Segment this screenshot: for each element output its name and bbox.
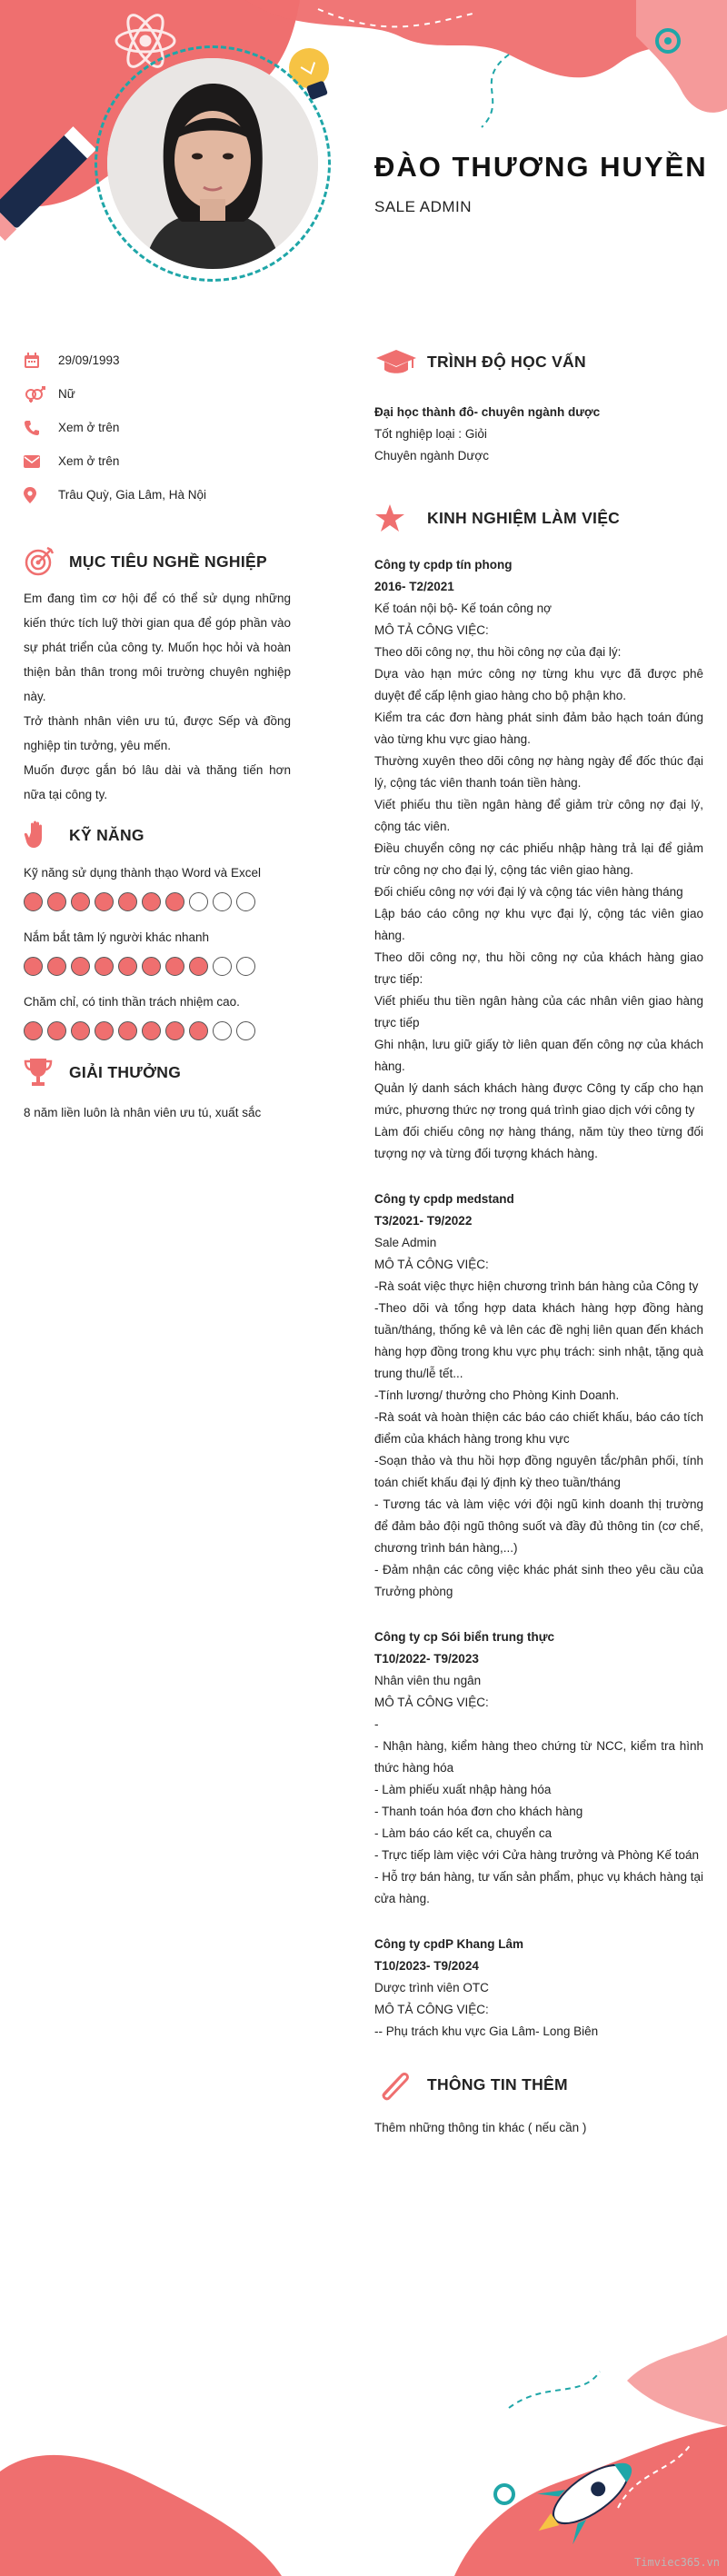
job-detail-line: Dựa vào hạn mức công nợ từng khu vực đã được phê duyệt để cấp lệnh giao hàng cho bộ phận kho. — [374, 667, 703, 702]
rating-dot-filled — [24, 892, 43, 911]
job-detail-line: -- Phụ trách khu vực Gia Lâm- Long Biên — [374, 2024, 599, 2038]
profile-photo — [107, 58, 318, 269]
rating-dot-filled — [95, 892, 114, 911]
rating-dot-filled — [95, 1021, 114, 1040]
job-detail-line: Quản lý danh sách khách hàng được Công ty cấp cho hạn mức, phương thức nợ trong quá trình giao dịch với công ty — [374, 1081, 703, 1117]
job-detail-line: Kế toán nội bộ- Kế toán công nợ — [374, 602, 552, 615]
trophy-icon — [24, 1055, 69, 1089]
rating-dot-filled — [142, 1021, 161, 1040]
job-company: Công ty cpdP Khang Lâm — [374, 1937, 524, 1951]
footer-decoration — [0, 2326, 727, 2576]
education-grade: Tốt nghiệp loại : Giỏi — [374, 427, 487, 441]
education-heading — [374, 343, 703, 380]
job-period: T3/2021- T9/2022 — [374, 1214, 473, 1228]
job-detail-line: MÔ TẢ CÔNG VIỆC: — [374, 2003, 489, 2016]
location-icon — [24, 487, 58, 503]
watermark: Timviec365.vn — [634, 2556, 720, 2569]
education-school: Đại học thành đô- chuyên ngành dược — [374, 405, 601, 419]
job-detail-line: Ghi nhận, lưu giữ giấy tờ liên quan đến công nợ của khách hàng. — [374, 1038, 703, 1073]
candidate-title: SALE ADMIN — [374, 198, 473, 215]
rating-dot-empty — [236, 957, 255, 976]
section-title: TRÌNH ĐỘ HỌC VẤN — [427, 352, 586, 371]
experience-heading — [374, 500, 703, 536]
job-detail-line: - Thanh toán hóa đơn cho khách hàng — [374, 1805, 583, 1818]
job-entry — [374, 1189, 703, 1603]
objective-line: Muốn được gắn bó lâu dài và thăng tiến hơn nữa tại công ty. — [24, 763, 291, 801]
contact-text: Nữ — [58, 387, 75, 401]
rating-dot-filled — [118, 1021, 137, 1040]
star-icon — [374, 500, 427, 536]
extra-heading — [374, 2066, 703, 2103]
job-company: Công ty cpdp medstand — [374, 1192, 514, 1206]
objective-line: Em đang tìm cơ hội để có thể sử dụng những kiến thức tích luỹ thời gian qua để góp phần vào sự phát triển của công ty. Muốn học hỏi và hoàn thiện bản thân trong môi trường chuyên nghiệp này. — [24, 592, 291, 703]
objective-heading — [24, 544, 291, 579]
job-entry — [374, 1934, 703, 2043]
calendar-icon — [24, 353, 58, 369]
skills-list — [24, 861, 291, 1040]
section-title: THÔNG TIN THÊM — [427, 2074, 568, 2094]
job-detail-line: Thường xuyên theo dõi công nợ hàng ngày để đốc thúc đại lý, cộng tác viên thanh toán tiền hàng. — [374, 754, 703, 790]
email-icon — [24, 455, 58, 468]
skill-rating — [24, 892, 291, 911]
contact-phone — [24, 411, 291, 444]
job-detail-line: -Rà soát và hoàn thiện các báo cáo chiết khấu, báo cáo tích điểm của khách hàng trong khu vực — [374, 1410, 703, 1446]
section-title: KINH NGHIỆM LÀM VIỆC — [427, 508, 621, 527]
job-detail-line: Kiểm tra các đơn hàng phát sinh đảm bảo hạch toán đúng vào từng khu vực giao hàng. — [374, 711, 703, 746]
rating-dot-filled — [47, 892, 66, 911]
job-detail-line: Làm đối chiếu công nợ hàng tháng, năm tùy theo từng đối tượng nợ và từng đối tượng khách hàng. — [374, 1125, 703, 1160]
contact-text: 29/09/1993 — [58, 353, 120, 367]
skill-rating — [24, 957, 291, 976]
job-detail-line: -Theo dõi và tổng hợp data khách hàng hợp đồng hàng tuần/tháng, thống kê và lên các đề nghị liên quan đến khách hàng hợp đồng trong khu vực phụ trách: sinh nhật, tặng quà trung thu/lễ tết... — [374, 1301, 703, 1380]
job-detail-line: Điều chuyển công nợ các phiếu nhập hàng trả lại để giảm trừ công nợ cho đại lý, cộng tác viên giao hàng. — [374, 841, 703, 877]
job-detail-line: MÔ TẢ CÔNG VIỆC: — [374, 623, 489, 637]
rating-dot-filled — [118, 957, 137, 976]
job-detail-line: - — [374, 1717, 379, 1731]
job-detail-line: Đối chiếu công nợ với đại lý và cộng tác viên hàng tháng — [374, 885, 683, 899]
candidate-name: ĐÀO THƯƠNG HUYỀN — [374, 151, 708, 183]
section-title: MỤC TIÊU NGHỀ NGHIỆP — [69, 552, 267, 571]
rating-dot-empty — [236, 1021, 255, 1040]
job-company: Công ty cp Sói biển trung thực — [374, 1630, 555, 1644]
job-detail-line: - Nhận hàng, kiểm hàng theo chứng từ NCC, kiểm tra hình thức hàng hóa — [374, 1739, 703, 1775]
job-period: 2016- T2/2021 — [374, 580, 454, 593]
rating-dot-empty — [236, 892, 255, 911]
rating-dot-empty — [213, 892, 232, 911]
rating-dot-filled — [47, 1021, 66, 1040]
phone-icon — [24, 420, 58, 436]
skill-label: Nắm bắt tâm lý người khác nhanh — [24, 930, 209, 944]
job-detail-line: Nhân viên thu ngân — [374, 1674, 482, 1687]
rating-dot-empty — [213, 1021, 232, 1040]
rating-dot-empty — [189, 892, 208, 911]
skill-rating — [24, 1021, 291, 1040]
objective-line: Trở thành nhân viên ưu tú, được Sếp và đồng nghiệp tin tưởng, yêu mến. — [24, 714, 291, 752]
job-detail-line: - Làm báo cáo kết ca, chuyển ca — [374, 1826, 553, 1840]
contact-gender — [24, 377, 291, 411]
rating-dot-filled — [71, 1021, 90, 1040]
job-detail-line: - Làm phiếu xuất nhập hàng hóa — [374, 1783, 552, 1796]
job-period: T10/2023- T9/2024 — [374, 1959, 479, 1973]
rating-dot-filled — [165, 892, 184, 911]
contact-email — [24, 444, 291, 478]
rating-dot-empty — [213, 957, 232, 976]
experience-list — [374, 554, 703, 2043]
rating-dot-filled — [189, 957, 208, 976]
job-detail-line: -Rà soát việc thực hiện chương trình bán hàng của Công ty — [374, 1279, 699, 1293]
rating-dot-filled — [165, 957, 184, 976]
contact-text: Xem ở trên — [58, 454, 120, 468]
rating-dot-filled — [71, 892, 90, 911]
rating-dot-filled — [142, 892, 161, 911]
job-detail-line: - Hỗ trợ bán hàng, tư vấn sản phẩm, phục vụ khách hàng tại cửa hàng. — [374, 1870, 703, 1905]
job-detail-line: Dược trình viên OTC — [374, 1981, 489, 1994]
skills-heading — [24, 818, 291, 852]
job-detail-line: Viết phiếu thu tiền ngân hàng của các nhân viên giao hàng trực tiếp — [374, 994, 703, 1029]
right-column — [374, 343, 703, 2139]
job-detail-line: MÔ TẢ CÔNG VIỆC: — [374, 1696, 489, 1709]
rating-dot-filled — [47, 957, 66, 976]
awards-text: 8 năm liền luôn là nhân viên ưu tú, xuất sắc — [24, 1106, 262, 1119]
gender-icon — [24, 386, 58, 403]
rating-dot-filled — [24, 957, 43, 976]
rating-dot-filled — [95, 957, 114, 976]
job-detail-line: -Soạn thảo và thu hồi hợp đồng nguyên tắc/phân phối, tính toán chiết khấu đại lý định kỳ theo tuần/tháng — [374, 1454, 703, 1489]
rating-dot-filled — [71, 957, 90, 976]
job-detail-line: - Đảm nhận các công việc khác phát sinh theo yêu cầu của Trưởng phòng — [374, 1563, 703, 1598]
contact-text: Trâu Quỳ, Gia Lâm, Hà Nội — [58, 488, 207, 502]
education-major: Chuyên ngành Dược — [374, 449, 489, 462]
rating-dot-filled — [118, 892, 137, 911]
job-detail-line: Lập báo cáo công nợ khu vực đại lý, cộng tác viên giao hàng. — [374, 907, 703, 942]
contact-text: Xem ở trên — [58, 421, 120, 434]
rating-dot-filled — [142, 957, 161, 976]
rating-dot-filled — [165, 1021, 184, 1040]
contact-location — [24, 478, 291, 512]
job-detail-line: MÔ TẢ CÔNG VIỆC: — [374, 1258, 489, 1271]
section-title: GIẢI THƯỞNG — [69, 1062, 182, 1081]
job-detail-line: Theo dõi công nợ, thu hồi công nợ của đại lý: — [374, 645, 622, 659]
objective-text — [24, 586, 291, 807]
paperclip-icon — [374, 2066, 427, 2103]
job-detail-line: - Trực tiếp làm việc với Cửa hàng trưởng và Phòng Kế toán — [374, 1848, 699, 1862]
job-period: T10/2022- T9/2023 — [374, 1652, 479, 1666]
education-details — [374, 402, 703, 467]
job-detail-line: Viết phiếu thu tiền ngân hàng để giảm trừ công nợ đại lý, cộng tác viên. — [374, 798, 703, 833]
graduation-cap-icon — [374, 343, 427, 380]
rating-dot-filled — [24, 1021, 43, 1040]
hand-icon — [24, 818, 69, 852]
target-icon — [24, 544, 69, 579]
job-entry — [374, 554, 703, 1165]
awards-heading — [24, 1055, 291, 1089]
extra-text: Thêm những thông tin khác ( nếu cần ) — [374, 2121, 587, 2134]
job-detail-line: Theo dõi công nợ, thu hồi công nợ của khách hàng giao trực tiếp: — [374, 950, 703, 986]
skill-label: Kỹ năng sử dụng thành thạo Word và Excel — [24, 866, 261, 880]
job-company: Công ty cpdp tín phong — [374, 558, 513, 572]
left-column — [24, 343, 291, 1125]
skill-label: Chăm chỉ, có tinh thần trách nhiệm cao. — [24, 995, 240, 1009]
job-entry — [374, 1626, 703, 1910]
job-detail-line: - Tương tác và làm việc với đội ngũ kinh doanh thị trường để đảm bảo đội ngũ thông suốt và đầy đủ thông tin (cơ chế, chương trình bán hàng,...) — [374, 1497, 703, 1555]
job-detail-line: -Tính lương/ thưởng cho Phòng Kinh Doanh. — [374, 1388, 620, 1402]
job-detail-line: Sale Admin — [374, 1236, 437, 1249]
contact-birthday — [24, 343, 291, 377]
rating-dot-filled — [189, 1021, 208, 1040]
section-title: KỸ NĂNG — [69, 825, 144, 844]
